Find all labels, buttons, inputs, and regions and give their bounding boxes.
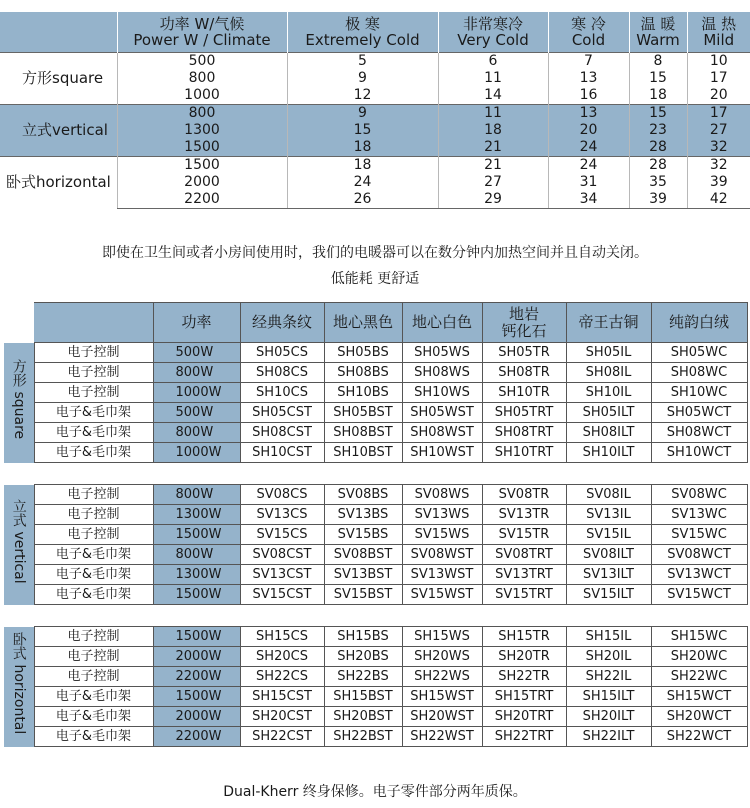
model-code-cell: SH15ILT bbox=[566, 687, 651, 707]
model-code-cell: SH15WST bbox=[402, 687, 482, 707]
model-code-cell: SH10WST bbox=[402, 443, 482, 463]
model-code-cell: SV15CS bbox=[240, 525, 324, 545]
model-code-cell: SH05WC bbox=[651, 343, 747, 363]
model-code-cell: SH05IL bbox=[566, 343, 651, 363]
power-cell: 1500W bbox=[153, 525, 240, 545]
model-code-cell: SV15ILT bbox=[566, 585, 651, 605]
table1-cell: 20 bbox=[687, 87, 750, 105]
model-code-cell: SH08CS bbox=[240, 363, 324, 383]
control-type-cell: 电子控制 bbox=[34, 667, 153, 687]
table1-cell: 2200 bbox=[117, 191, 287, 209]
model-code-cell: SV08BST bbox=[324, 545, 402, 565]
table2-group-label bbox=[4, 343, 34, 463]
vertical-label: 立式 vertical bbox=[10, 499, 27, 584]
table1-cell: 26 bbox=[287, 191, 438, 209]
model-code-cell: SH10TRT bbox=[482, 443, 566, 463]
model-code-cell: SV15TR bbox=[482, 525, 566, 545]
table1-row bbox=[0, 105, 750, 123]
table1-cell: 8 bbox=[629, 53, 687, 71]
table1-cell: 32 bbox=[687, 139, 750, 157]
table1-cell: 11 bbox=[438, 70, 548, 87]
table1-cell: 5 bbox=[287, 53, 438, 71]
model-code-cell: SH15WC bbox=[651, 627, 747, 647]
table2-corner-band bbox=[34, 303, 153, 343]
table2-row bbox=[4, 647, 747, 667]
note-line-2: 低能耗 更舒适 bbox=[330, 271, 420, 287]
table1-cell: 12 bbox=[287, 87, 438, 105]
model-code-cell: SH20BS bbox=[324, 647, 402, 667]
table1-group-label: 方形square bbox=[0, 53, 117, 105]
model-code-cell: SH22TR bbox=[482, 667, 566, 687]
model-code-cell: SH08TR bbox=[482, 363, 566, 383]
table1-cell: 1500 bbox=[117, 139, 287, 157]
model-code-cell: SH20TR bbox=[482, 647, 566, 667]
model-code-cell: SH15TRT bbox=[482, 687, 566, 707]
model-code-cell: SH05WCT bbox=[651, 403, 747, 423]
model-code-cell: SH05BS bbox=[324, 343, 402, 363]
model-code-cell: SH05CS bbox=[240, 343, 324, 363]
control-type-cell: 电子&毛巾架 bbox=[34, 403, 153, 423]
model-code-cell: SH10IL bbox=[566, 383, 651, 403]
header-line: 纯韵白绒 bbox=[668, 313, 729, 331]
model-code-cell: SH05TR bbox=[482, 343, 566, 363]
table1-cell: 35 bbox=[629, 174, 687, 191]
table2-row bbox=[4, 585, 747, 605]
table1-cell: 13 bbox=[548, 105, 629, 123]
table1-header-row bbox=[0, 12, 750, 53]
model-code-cell: SH22TRT bbox=[482, 727, 566, 747]
model-code-cell: SH15CST bbox=[240, 687, 324, 707]
header-line: 经典条纹 bbox=[251, 313, 312, 331]
table1-cell: 21 bbox=[438, 139, 548, 157]
model-code-cell: SH15BST bbox=[324, 687, 402, 707]
model-code-cell: SH08BST bbox=[324, 423, 402, 443]
table2-row bbox=[4, 403, 747, 423]
model-code-cell: SV13TR bbox=[482, 505, 566, 525]
power-cell: 800W bbox=[153, 485, 240, 505]
table1-cell: 34 bbox=[548, 191, 629, 209]
power-cell: 800W bbox=[153, 363, 240, 383]
model-code-cell: SV08CS bbox=[240, 485, 324, 505]
header-cn: 温 热 bbox=[701, 15, 737, 33]
table1-cell: 15 bbox=[629, 105, 687, 123]
model-code-cell: SV15WC bbox=[651, 525, 747, 545]
model-code-cell: SV15WS bbox=[402, 525, 482, 545]
model-code-cell: SH15CS bbox=[240, 627, 324, 647]
model-code-cell: SV13TRT bbox=[482, 565, 566, 585]
table1-header-cell bbox=[287, 12, 438, 53]
model-table bbox=[4, 302, 748, 747]
model-code-cell: SH10CST bbox=[240, 443, 324, 463]
table2-body bbox=[4, 343, 747, 747]
table1-cell: 24 bbox=[548, 157, 629, 175]
control-type-cell: 电子&毛巾架 bbox=[34, 727, 153, 747]
table1-cell: 18 bbox=[629, 87, 687, 105]
header-line: 地岩 bbox=[508, 304, 539, 323]
table1-cell: 6 bbox=[438, 53, 548, 71]
model-code-cell: SH08ILT bbox=[566, 423, 651, 443]
model-code-cell: SH20CS bbox=[240, 647, 324, 667]
table1-body bbox=[0, 53, 750, 209]
table2-row bbox=[4, 565, 747, 585]
model-code-cell: SV08WCT bbox=[651, 545, 747, 565]
power-cell: 800W bbox=[153, 545, 240, 565]
table2-row bbox=[4, 545, 747, 565]
model-code-cell: SH10CS bbox=[240, 383, 324, 403]
power-cell: 2000W bbox=[153, 647, 240, 667]
table1-cell: 13 bbox=[548, 70, 629, 87]
model-code-cell: SH10WCT bbox=[651, 443, 747, 463]
model-code-cell: SH10TR bbox=[482, 383, 566, 403]
table2-header-cell bbox=[324, 303, 402, 343]
model-code-cell: SH15IL bbox=[566, 627, 651, 647]
model-code-cell: SH10BS bbox=[324, 383, 402, 403]
header-cn: 极 寒 bbox=[345, 15, 380, 33]
table2-header-cell bbox=[482, 303, 566, 343]
control-type-cell: 电子控制 bbox=[34, 485, 153, 505]
power-cell: 800W bbox=[153, 423, 240, 443]
table1-header-cell bbox=[117, 12, 287, 53]
model-code-cell: SH08BS bbox=[324, 363, 402, 383]
table1-cell: 11 bbox=[438, 105, 548, 123]
table2-row bbox=[4, 383, 747, 403]
table1-header-cell bbox=[548, 12, 629, 53]
header-en: Cold bbox=[571, 31, 606, 49]
table1-cell: 2000 bbox=[117, 174, 287, 191]
table2-row bbox=[4, 707, 747, 727]
table1-header-cell bbox=[438, 12, 548, 53]
power-cell: 1000W bbox=[153, 383, 240, 403]
table1-cell: 1000 bbox=[117, 87, 287, 105]
model-code-cell: SH08WST bbox=[402, 423, 482, 443]
model-code-cell: SV13CS bbox=[240, 505, 324, 525]
model-code-cell: SH10WS bbox=[402, 383, 482, 403]
table1-header-cell bbox=[0, 12, 117, 53]
table2-header-cell bbox=[566, 303, 651, 343]
table1-cell: 27 bbox=[687, 122, 750, 139]
model-code-cell: SV13WCT bbox=[651, 565, 747, 585]
model-code-cell: SH20WCT bbox=[651, 707, 747, 727]
table1-cell: 32 bbox=[687, 157, 750, 175]
table1-cell: 23 bbox=[629, 122, 687, 139]
table1-cell: 16 bbox=[548, 87, 629, 105]
control-type-cell: 电子控制 bbox=[34, 505, 153, 525]
header-en: Extremely Cold bbox=[305, 31, 420, 49]
model-code-cell: SH22IL bbox=[566, 667, 651, 687]
model-code-cell: SV08ILT bbox=[566, 545, 651, 565]
model-code-cell: SH08IL bbox=[566, 363, 651, 383]
power-cell: 1500W bbox=[153, 627, 240, 647]
model-code-cell: SV08TR bbox=[482, 485, 566, 505]
note-line-1: 即使在卫生间或者小房间使用时，我们的电暖器可以在数分钟内加热空间并且自动关闭。 bbox=[102, 245, 648, 261]
header-line: 地心黑色 bbox=[332, 313, 393, 331]
model-code-cell: SH22WCT bbox=[651, 727, 747, 747]
header-line: 地心白色 bbox=[411, 313, 472, 331]
table1-cell: 39 bbox=[629, 191, 687, 209]
model-code-cell: SV13WS bbox=[402, 505, 482, 525]
header-en: Very Cold bbox=[457, 31, 529, 49]
header-line: 钙化石 bbox=[501, 321, 547, 340]
header-en: Mild bbox=[703, 31, 735, 49]
table2-row bbox=[4, 627, 747, 647]
power-cell: 2000W bbox=[153, 707, 240, 727]
table1-cell: 9 bbox=[287, 105, 438, 123]
power-cell: 1500W bbox=[153, 687, 240, 707]
control-type-cell: 电子控制 bbox=[34, 363, 153, 383]
model-code-cell: SV13ILT bbox=[566, 565, 651, 585]
table2-header-cell bbox=[651, 303, 747, 343]
table1-cell: 15 bbox=[629, 70, 687, 87]
table1-cell: 500 bbox=[117, 53, 287, 71]
table2-row bbox=[4, 343, 747, 363]
header-line: 功率 bbox=[181, 313, 212, 331]
control-type-cell: 电子控制 bbox=[34, 383, 153, 403]
table2-row bbox=[4, 505, 747, 525]
table1-cell: 18 bbox=[287, 157, 438, 175]
table1-group-label: 卧式horizontal bbox=[0, 157, 117, 209]
model-code-cell: SV08WC bbox=[651, 485, 747, 505]
model-code-cell: SH08TRT bbox=[482, 423, 566, 443]
model-code-cell: SV08IL bbox=[566, 485, 651, 505]
power-cell: 2200W bbox=[153, 667, 240, 687]
table1-cell: 39 bbox=[687, 174, 750, 191]
model-code-cell: SH20WST bbox=[402, 707, 482, 727]
model-code-cell: SH20CST bbox=[240, 707, 324, 727]
header-cn: 寒 冷 bbox=[571, 15, 606, 33]
model-code-cell: SH15WCT bbox=[651, 687, 747, 707]
table2-gap-side bbox=[4, 605, 34, 627]
control-type-cell: 电子&毛巾架 bbox=[34, 585, 153, 605]
model-code-cell: SH20WS bbox=[402, 647, 482, 667]
model-code-cell: SV13CST bbox=[240, 565, 324, 585]
model-code-cell: SH05ILT bbox=[566, 403, 651, 423]
model-code-cell: SH20BST bbox=[324, 707, 402, 727]
model-code-cell: SV15CST bbox=[240, 585, 324, 605]
power-cell: 1000W bbox=[153, 443, 240, 463]
table1-cell: 17 bbox=[687, 105, 750, 123]
table1-cell: 42 bbox=[687, 191, 750, 209]
model-code-cell: SH15TR bbox=[482, 627, 566, 647]
power-cell: 1300W bbox=[153, 565, 240, 585]
model-code-cell: SV15BST bbox=[324, 585, 402, 605]
model-code-cell: SH15BS bbox=[324, 627, 402, 647]
table1-cell: 800 bbox=[117, 70, 287, 87]
model-code-cell: SV15WST bbox=[402, 585, 482, 605]
model-code-cell: SH22WS bbox=[402, 667, 482, 687]
table2-gap-fill bbox=[34, 463, 747, 485]
table1-row bbox=[0, 53, 750, 71]
table2-row bbox=[4, 363, 747, 383]
table1-row bbox=[0, 157, 750, 175]
model-code-cell: SH20TRT bbox=[482, 707, 566, 727]
table1-cell: 18 bbox=[438, 122, 548, 139]
table1-cell: 800 bbox=[117, 105, 287, 123]
model-code-cell: SH22BST bbox=[324, 727, 402, 747]
table2-gap-row bbox=[4, 605, 747, 627]
header-en: Warm bbox=[636, 31, 680, 49]
model-code-cell: SH20IL bbox=[566, 647, 651, 667]
power-cell: 1300W bbox=[153, 505, 240, 525]
model-code-cell: SH10WC bbox=[651, 383, 747, 403]
model-code-cell: SV13WC bbox=[651, 505, 747, 525]
table1-cell: 9 bbox=[287, 70, 438, 87]
power-cell: 2200W bbox=[153, 727, 240, 747]
model-code-cell: SH20WC bbox=[651, 647, 747, 667]
table2-row bbox=[4, 687, 747, 707]
model-code-cell: SH10ILT bbox=[566, 443, 651, 463]
control-type-cell: 电子控制 bbox=[34, 343, 153, 363]
header-cn: 温 暖 bbox=[640, 15, 676, 33]
model-code-cell: SV13BS bbox=[324, 505, 402, 525]
table1-cell: 18 bbox=[287, 139, 438, 157]
model-code-cell: SH22CST bbox=[240, 727, 324, 747]
table2-header-cell bbox=[153, 303, 240, 343]
model-code-cell: SV15TRT bbox=[482, 585, 566, 605]
control-type-cell: 电子&毛巾架 bbox=[34, 687, 153, 707]
model-code-cell: SV15BS bbox=[324, 525, 402, 545]
table2-gap-row bbox=[4, 463, 747, 485]
table1-cell: 29 bbox=[438, 191, 548, 209]
table1-cell: 17 bbox=[687, 70, 750, 87]
table2-header-cell bbox=[240, 303, 324, 343]
table1-cell: 21 bbox=[438, 157, 548, 175]
vertical-label: 卧式 horizontal bbox=[10, 632, 27, 735]
model-code-cell: SH10BST bbox=[324, 443, 402, 463]
table2-row bbox=[4, 423, 747, 443]
power-cell: 1500W bbox=[153, 585, 240, 605]
model-code-cell: SH05BST bbox=[324, 403, 402, 423]
table1-cell: 7 bbox=[548, 53, 629, 71]
header-cn: 非常寒冷 bbox=[462, 15, 523, 33]
table2-row bbox=[4, 525, 747, 545]
table1-cell: 24 bbox=[548, 139, 629, 157]
table1-header-cell bbox=[687, 12, 750, 53]
model-code-cell: SH05WS bbox=[402, 343, 482, 363]
vertical-label: 方形 square bbox=[10, 359, 27, 440]
table2-header-cell bbox=[402, 303, 482, 343]
control-type-cell: 电子控制 bbox=[34, 627, 153, 647]
model-code-cell: SV08WS bbox=[402, 485, 482, 505]
table1-cell: 31 bbox=[548, 174, 629, 191]
control-type-cell: 电子&毛巾架 bbox=[34, 443, 153, 463]
header-cn: 功率 W/气候 bbox=[159, 15, 245, 33]
table2-corner bbox=[4, 303, 34, 343]
table2-header-row bbox=[4, 303, 747, 343]
table2-gap-side bbox=[4, 463, 34, 485]
model-code-cell: SH05TRT bbox=[482, 403, 566, 423]
model-code-cell: SV08CST bbox=[240, 545, 324, 565]
model-code-cell: SH08WC bbox=[651, 363, 747, 383]
model-code-cell: SH22ILT bbox=[566, 727, 651, 747]
power-cell: 500W bbox=[153, 343, 240, 363]
model-code-cell: SV15WCT bbox=[651, 585, 747, 605]
header-line: 帝王古铜 bbox=[578, 313, 639, 331]
table2-gap-fill bbox=[34, 605, 747, 627]
table1-group-label: 立式vertical bbox=[0, 105, 117, 157]
table1-cell: 27 bbox=[438, 174, 548, 191]
model-code-cell: SH05CST bbox=[240, 403, 324, 423]
control-type-cell: 电子控制 bbox=[34, 525, 153, 545]
control-type-cell: 电子&毛巾架 bbox=[34, 565, 153, 585]
table1-cell: 10 bbox=[687, 53, 750, 71]
table1-header-cell bbox=[629, 12, 687, 53]
model-code-cell: SH15WS bbox=[402, 627, 482, 647]
control-type-cell: 电子控制 bbox=[34, 647, 153, 667]
model-code-cell: SV08WST bbox=[402, 545, 482, 565]
table2-group-label bbox=[4, 627, 34, 747]
table2-row bbox=[4, 443, 747, 463]
model-code-cell: SH08WS bbox=[402, 363, 482, 383]
model-code-cell: SH22BS bbox=[324, 667, 402, 687]
table1-cell: 28 bbox=[629, 139, 687, 157]
model-code-cell: SV08BS bbox=[324, 485, 402, 505]
model-code-cell: SH08CST bbox=[240, 423, 324, 443]
model-code-cell: SH22WC bbox=[651, 667, 747, 687]
model-code-cell: SV08TRT bbox=[482, 545, 566, 565]
table1-cell: 28 bbox=[629, 157, 687, 175]
table1-cell: 24 bbox=[287, 174, 438, 191]
control-type-cell: 电子&毛巾架 bbox=[34, 545, 153, 565]
table1-cell: 15 bbox=[287, 122, 438, 139]
table2-row bbox=[4, 727, 747, 747]
heating-capacity-table bbox=[0, 12, 750, 209]
model-code-cell: SH08WCT bbox=[651, 423, 747, 443]
header-en: Power W / Climate bbox=[133, 31, 271, 49]
model-code-cell: SH22CS bbox=[240, 667, 324, 687]
power-cell: 500W bbox=[153, 403, 240, 423]
table2-group-label bbox=[4, 485, 34, 605]
table1-cell: 1300 bbox=[117, 122, 287, 139]
control-type-cell: 电子&毛巾架 bbox=[34, 707, 153, 727]
model-code-cell: SH20ILT bbox=[566, 707, 651, 727]
table2-row bbox=[4, 485, 747, 505]
model-code-cell: SV13IL bbox=[566, 505, 651, 525]
table1-cell: 14 bbox=[438, 87, 548, 105]
table1-cell: 1500 bbox=[117, 157, 287, 175]
model-code-cell: SV13WST bbox=[402, 565, 482, 585]
warranty-footer: Dual-Kherr 终身保修。电子零件部分两年质保。 bbox=[223, 784, 527, 800]
model-code-cell: SV15IL bbox=[566, 525, 651, 545]
model-code-cell: SV13BST bbox=[324, 565, 402, 585]
control-type-cell: 电子&毛巾架 bbox=[34, 423, 153, 443]
model-code-cell: SH05WST bbox=[402, 403, 482, 423]
table1-cell: 20 bbox=[548, 122, 629, 139]
table2-row bbox=[4, 667, 747, 687]
model-code-cell: SH22WST bbox=[402, 727, 482, 747]
